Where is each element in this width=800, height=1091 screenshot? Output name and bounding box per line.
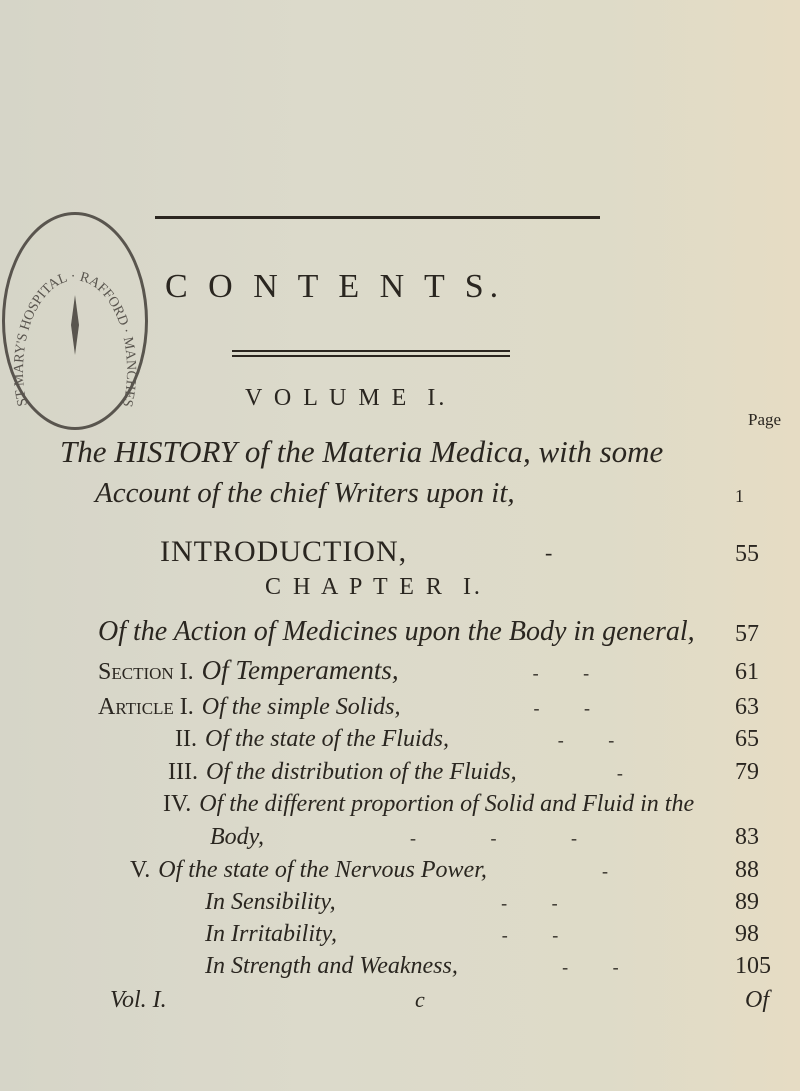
entry-text: Of the different proportion of Solid and Fluid in the (199, 791, 695, 817)
page-number: 61 (735, 659, 759, 685)
entry-text: Body, (210, 824, 264, 850)
title-line-2: Account of the chief Writers upon it, (95, 477, 515, 509)
toc-entry (163, 790, 723, 818)
leader-dashes: - (616, 763, 623, 783)
toc-entry (205, 952, 723, 981)
toc-entry (175, 725, 723, 754)
top-rule (155, 216, 600, 219)
entry-prefix: IV. (163, 791, 192, 817)
toc-entry (205, 888, 723, 917)
page-number: 1 (735, 486, 744, 506)
chapter-heading: C H A P T E R I. (265, 574, 483, 600)
page-number: 65 (735, 726, 759, 752)
leader-dashes: - - (562, 957, 619, 977)
entry-text: Of the state of the Fluids, (204, 726, 449, 752)
footer-catchword: Of (745, 987, 769, 1013)
leader-dashes: - - (501, 893, 558, 913)
stamp-text: ST MARY'S HOSPITAL · RAFFORD · MANCHES (11, 269, 139, 409)
page-number: 89 (735, 889, 759, 915)
footer-volume: Vol. I. (110, 987, 167, 1013)
toc-entry (98, 656, 723, 687)
toc-entry (168, 758, 723, 787)
leader-dashes: - - (501, 925, 559, 945)
leader-dash: - (545, 540, 553, 565)
page-number: 88 (735, 857, 759, 883)
page-number: 83 (735, 824, 759, 850)
stamp-ornament-icon (71, 295, 79, 355)
page-label: Page (748, 410, 782, 429)
leader-dashes: - - (533, 698, 590, 718)
page-number: 63 (735, 694, 759, 720)
toc-entry (210, 823, 723, 852)
toc-entry (205, 920, 723, 949)
page-number: 55 (735, 541, 759, 567)
entry-prefix: Article I. (98, 694, 194, 720)
entry-text: Of the Action of Medicines upon the Body in general, (98, 616, 695, 647)
page-number: 79 (735, 759, 759, 785)
contents-heading: C O N T E N T S. (165, 268, 505, 305)
entry-text: Of the distribution of the Fluids, (205, 759, 517, 785)
toc-entry (98, 693, 723, 722)
page-number: 105 (735, 953, 771, 979)
toc-entry (130, 856, 723, 885)
entry-text: In Irritability, (205, 921, 337, 947)
library-stamp (2, 212, 148, 430)
svg-text:ST MARY'S HOSPITAL · RAFFORD · (5, 215, 138, 408)
entry-text: Of the state of the Nervous Power, (158, 857, 487, 883)
footer-signature: c (415, 987, 425, 1012)
double-rule-lower (232, 355, 510, 357)
entry-prefix: Section I. (98, 659, 194, 685)
entry-prefix: V. (130, 857, 151, 883)
leader-dashes: - (601, 861, 608, 881)
entry-text: Of the simple Solids, (201, 694, 401, 720)
introduction-label: INTRODUCTION, (160, 535, 408, 568)
page-number: 57 (735, 621, 759, 647)
volume-heading: V O L U M E I. (245, 385, 448, 411)
entry-prefix: III. (168, 759, 198, 785)
leader-dashes: - - (557, 730, 615, 750)
title-line-1: The HISTORY of the Materia Medica, with some (60, 434, 664, 469)
entry-text: In Sensibility, (205, 889, 336, 915)
double-rule (232, 350, 510, 352)
entry-prefix: II. (175, 726, 197, 752)
entry-text: Of Temperaments, (201, 655, 399, 685)
leader-dashes: - - - (410, 828, 577, 848)
entry-text: In Strength and Weakness, (205, 953, 458, 979)
leader-dashes: - - (532, 663, 590, 683)
page-number: 98 (735, 921, 759, 947)
toc-entry (98, 616, 723, 648)
